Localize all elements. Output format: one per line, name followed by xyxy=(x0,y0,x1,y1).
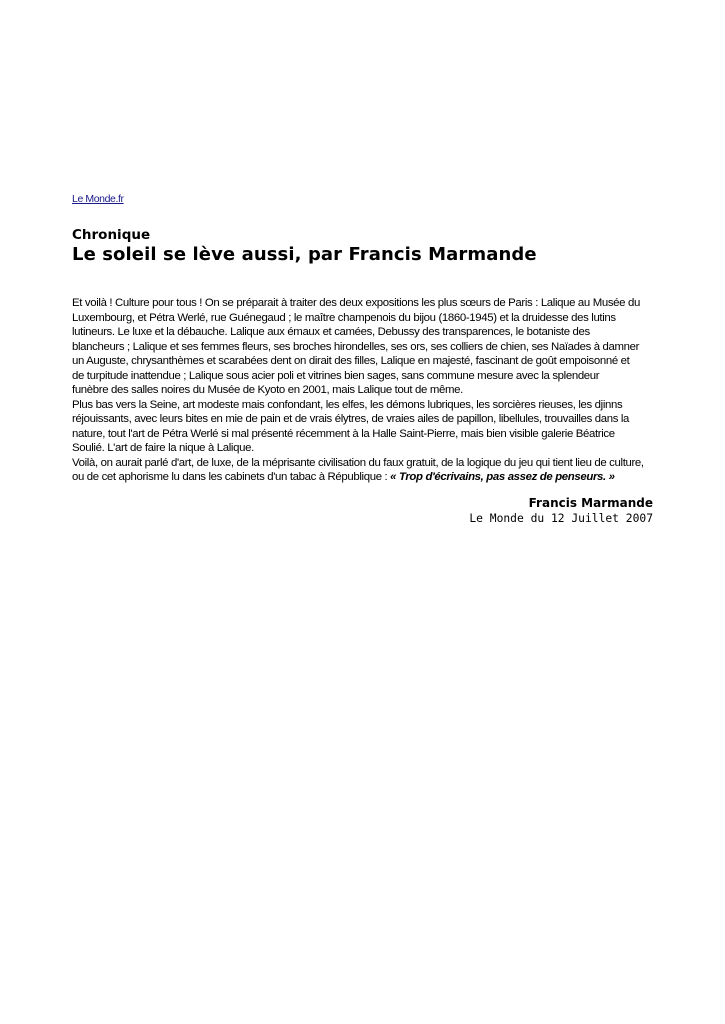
body-line: nature, tout l'art de Pétra Werlé si mal présenté récemment à la Halle Saint-Pierre, mais bien visible galerie Béatrice xyxy=(72,427,615,440)
body-line: de turpitude inattendue ; Lalique sous acier poli et vitrines bien sages, sans commune mesure avec la splendeur xyxy=(72,369,600,382)
body-line: un Auguste, chrysanthèmes et scarabées dent on dirait des filles, Lalique en majesté, fascinant de goût empoisonné et xyxy=(72,355,630,367)
article-body xyxy=(72,296,660,485)
body-line-last xyxy=(72,470,660,485)
body-line: Plus bas vers la Seine, art modeste mais confondant, les elfes, les démons lubriques, les sorcières rieuses, les djinns xyxy=(72,398,623,411)
body-line: lutineurs. Le luxe et la débauche. Lalique aux émaux et camées, Debussy des transparences, le botaniste des xyxy=(72,326,590,338)
publication-dateline: Le Monde du 12 Juillet 2007 xyxy=(469,512,653,525)
body-line: Luxembourg, et Pétra Werlé, rue Guénegaud ; le maître champenois du bijou (1860-1945) et la druidesse des lutins xyxy=(72,311,616,324)
aphorism-quote: « Trop d'écrivains, pas assez de penseurs. » xyxy=(390,471,615,483)
body-line: Voilà, on aurait parlé d'art, de luxe, de la méprisante civilisation du faux gratuit, de la logique du jeu qui tient lieu de culture, xyxy=(72,456,644,469)
article-title: Le soleil se lève aussi, par Francis Marmande xyxy=(72,244,537,265)
author-signature: Francis Marmande xyxy=(528,496,653,510)
body-line: Et voilà ! Culture pour tous ! On se préparait à traiter des deux expositions les plus sœurs de Paris : Lalique au Musée du xyxy=(72,297,640,309)
body-line-prefix: ou de cet aphorisme lu dans les cabinets d'un tabac à République : xyxy=(72,471,391,483)
body-line: réjouissants, avec leurs bites en mie de pain et de vrais élytres, de vraies ailes de papillon, libellules, trouvailles dans la xyxy=(72,413,630,425)
body-line: funèbre des salles noires du Musée de Kyoto en 2001, mais Lalique tout de même. xyxy=(72,384,463,396)
source-link[interactable]: Le Monde.fr xyxy=(72,193,124,205)
body-line: blancheurs ; Lalique et ses femmes fleurs, ses broches hirondelles, ses ors, ses colliers de chien, ses Naïades à damner xyxy=(72,340,640,353)
rubric-label: Chronique xyxy=(72,227,151,243)
body-line: Soulié. L'art de faire la nique à Lalique. xyxy=(72,442,254,454)
